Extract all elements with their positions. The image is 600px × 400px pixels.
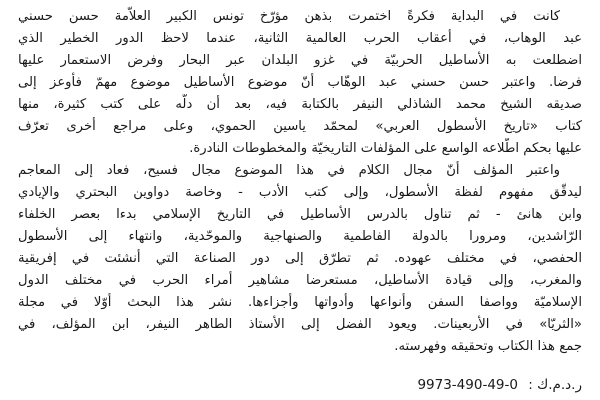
paragraph-1-line-1: كانت في البداية فكرةً اختمرت بذهن مؤرّخ تونس الكبير العلاّمة حسن حسني bbox=[18, 9, 560, 24]
paragraph-2-line-8: «الثريّا» في الأربعينات. ويعود الفضل إلى الأستاذ الطاهر النيفر، ابن المؤلف، في bbox=[18, 317, 582, 332]
paragraph-2-line-6: والمغرب، وإلى قيادة الأساطيل، مستعرضا مشاهير أمراء الحرب في مختلف الدول bbox=[18, 273, 582, 288]
paragraph-1-line-4: فرضا. واعتبر حسن حسني عبد الوهّاب أنّ موضوع الأساطيل موضوع مهمّ فأوعز إلى bbox=[18, 75, 582, 90]
paragraph-2-line-2: ليدقّق مفهوم لفظة الأسطول، وإلى كتب الأدب - وخاصة دواوين البحتري والإيادي bbox=[18, 185, 582, 200]
paragraph-2-line-3: وابن هانئ - ثم تناول بالدرس الأساطيل في التاريخ الإسلامي بدءا بعصر الخلفاء bbox=[18, 207, 582, 222]
paragraph-2-line-4: الرّاشدين، ومرورا بالدولة الفاطمية والصنهاجية والموحّدية، وانتهاء إلى الأسطول bbox=[18, 229, 582, 244]
paragraph-1-line-2: عبد الوهاب، في أعقاب الحرب العالمية الثانية، عندما لاحظ الدور الخطير الذي bbox=[18, 31, 582, 46]
paragraph-1-line-5: صديقه الشيخ محمد الشاذلي النيفر بالكتابة فيه، بعد أن دلّه على كتب كثيرة، منها bbox=[18, 97, 582, 112]
paragraph-2-line-9: جمع هذا الكتاب وتحقيقه وفهرسته. bbox=[394, 339, 582, 354]
paragraph-2-line-7: الإسلاميّة وواصفا السفن وأنواعها وأدواتها وأجزاءها. نشر هذا البحث أوّلا في مجلة bbox=[18, 295, 582, 310]
isbn-label: ر.د.م.ك : bbox=[528, 377, 582, 393]
paragraph-2-line-5: الحفصي، في مختلف عهوده. ثم تطرّق إلى دور الصناعة التي أنشئت في إفريقية bbox=[18, 251, 582, 266]
book-description-page bbox=[18, 0, 582, 400]
paragraph-1-line-3: اضطلعت به الأساطيل الحربيّة في غزو البلدان عبر البحار وفرض الاستعمار عليها bbox=[18, 53, 582, 68]
isbn-line bbox=[417, 374, 582, 396]
paragraph-1-line-6: كتاب «تاريخ الأسطول العربي» لمحمّد ياسين الحموي، وعلى مراجع أخرى تعرّف bbox=[18, 119, 582, 134]
paragraph-1-line-7: عليها بحكم اطّلاعه الواسع على المؤلفات التاريخيّة والمخطوطات النادرة. bbox=[189, 141, 582, 156]
paragraph-2-line-1: واعتبر المؤلف أنّ مجال الكلام في هذا الموضوع مجال فسيح، فعاد إلى المعاجم bbox=[18, 163, 560, 178]
isbn-number: 9973-490-49-0 bbox=[417, 377, 518, 393]
